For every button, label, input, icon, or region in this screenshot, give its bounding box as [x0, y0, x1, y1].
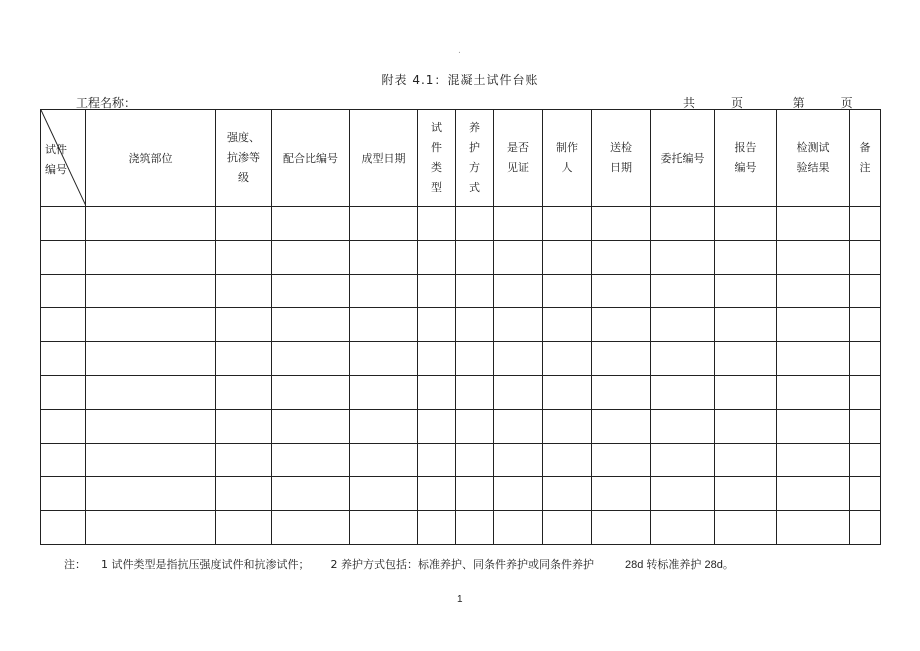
table-cell[interactable] [715, 375, 777, 409]
table-cell[interactable] [272, 375, 350, 409]
header-test-result: 检测试 验结果 [777, 110, 850, 207]
table-cell[interactable] [494, 511, 543, 545]
table-cell[interactable] [272, 240, 350, 274]
table-cell[interactable] [456, 342, 494, 376]
table-cell[interactable] [456, 240, 494, 274]
table-row [41, 274, 881, 308]
table-cell[interactable] [777, 409, 850, 443]
header-curing-method: 养护方式 [456, 110, 494, 207]
table-cell[interactable] [456, 207, 494, 241]
table-cell[interactable] [592, 207, 651, 241]
table-row [41, 375, 881, 409]
table-cell[interactable] [715, 342, 777, 376]
table-cell[interactable] [651, 342, 715, 376]
table-cell[interactable] [350, 274, 418, 308]
header-specimen-no-line2: 编号 [45, 163, 67, 176]
table-cell[interactable] [494, 274, 543, 308]
header-specimen-no-line1: 试件 [45, 143, 67, 156]
table-cell[interactable] [850, 511, 881, 545]
table-cell[interactable] [216, 240, 272, 274]
table-cell[interactable] [418, 342, 456, 376]
table-cell[interactable] [41, 207, 86, 241]
page-dot: . [458, 46, 461, 56]
table-cell[interactable] [418, 207, 456, 241]
table-cell[interactable] [543, 308, 592, 342]
table-cell[interactable] [592, 477, 651, 511]
footnote [64, 556, 734, 572]
table-cell[interactable] [850, 274, 881, 308]
table-cell[interactable] [543, 342, 592, 376]
table-cell[interactable] [651, 511, 715, 545]
table-cell[interactable] [850, 409, 881, 443]
table-cell[interactable] [272, 511, 350, 545]
header-strength-grade: 强度、 抗渗等 级 [216, 110, 272, 207]
header-maker: 制作 人 [543, 110, 592, 207]
table-cell[interactable] [418, 274, 456, 308]
table-cell[interactable] [651, 443, 715, 477]
table-cell[interactable] [456, 409, 494, 443]
table-row [41, 409, 881, 443]
table-cell[interactable] [41, 511, 86, 545]
table-cell[interactable] [651, 240, 715, 274]
ledger-body [41, 207, 881, 545]
table-cell[interactable] [543, 443, 592, 477]
table-cell[interactable] [350, 308, 418, 342]
table-cell[interactable] [456, 274, 494, 308]
table-cell[interactable] [86, 274, 216, 308]
table-row [41, 207, 881, 241]
header-mix-no: 配合比编号 [272, 110, 350, 207]
table-cell[interactable] [350, 409, 418, 443]
table-cell[interactable] [777, 477, 850, 511]
table-cell[interactable] [494, 207, 543, 241]
table-cell[interactable] [41, 308, 86, 342]
table-cell[interactable] [543, 240, 592, 274]
table-cell[interactable] [715, 207, 777, 241]
footnote-prefix: 注： [64, 558, 86, 571]
table-cell[interactable] [216, 409, 272, 443]
table-cell[interactable] [350, 443, 418, 477]
table-cell[interactable] [651, 308, 715, 342]
specimen-ledger-table [40, 109, 881, 545]
table-cell[interactable] [850, 308, 881, 342]
table-cell[interactable] [456, 308, 494, 342]
table-cell[interactable] [850, 240, 881, 274]
table-cell[interactable] [592, 240, 651, 274]
table-cell[interactable] [651, 477, 715, 511]
header-submit-date: 送检 日期 [592, 110, 651, 207]
table-cell[interactable] [592, 342, 651, 376]
table-cell[interactable] [592, 511, 651, 545]
table-cell[interactable] [777, 375, 850, 409]
table-cell[interactable] [715, 511, 777, 545]
table-cell[interactable] [777, 342, 850, 376]
table-cell[interactable] [651, 274, 715, 308]
table-cell[interactable] [543, 375, 592, 409]
table-cell[interactable] [543, 511, 592, 545]
table-cell[interactable] [715, 240, 777, 274]
table-cell[interactable] [456, 375, 494, 409]
table-cell[interactable] [216, 477, 272, 511]
table-cell[interactable] [86, 443, 216, 477]
table-cell[interactable] [272, 342, 350, 376]
table-cell[interactable] [777, 274, 850, 308]
table-cell[interactable] [350, 342, 418, 376]
table-cell[interactable] [651, 375, 715, 409]
table-cell[interactable] [715, 409, 777, 443]
total-pages-label: 共 页 [683, 96, 744, 110]
table-cell[interactable] [494, 477, 543, 511]
table-cell[interactable] [592, 308, 651, 342]
table-cell[interactable] [216, 207, 272, 241]
table-row [41, 443, 881, 477]
header-specimen-no [41, 110, 86, 207]
footnote-item-1: 1 试件类型是指抗压强度试件和抗渗试件； [101, 558, 310, 571]
table-cell[interactable] [418, 240, 456, 274]
footnote-item-2: 2 养护方式包括：标准养护、同条件养护或同条件养护 [330, 558, 594, 571]
table-cell[interactable] [272, 443, 350, 477]
header-report-no: 报告 编号 [715, 110, 777, 207]
table-cell[interactable] [494, 342, 543, 376]
table-cell[interactable] [494, 409, 543, 443]
table-cell[interactable] [216, 342, 272, 376]
table-cell[interactable] [850, 207, 881, 241]
table-cell[interactable] [777, 511, 850, 545]
table-cell[interactable] [216, 443, 272, 477]
table-cell[interactable] [715, 443, 777, 477]
table-cell[interactable] [350, 240, 418, 274]
table-cell[interactable] [418, 443, 456, 477]
table-cell[interactable] [41, 240, 86, 274]
table-cell[interactable] [216, 375, 272, 409]
table-cell[interactable] [850, 443, 881, 477]
table-cell[interactable] [216, 308, 272, 342]
table-cell[interactable] [777, 308, 850, 342]
table-row [41, 308, 881, 342]
table-cell[interactable] [41, 375, 86, 409]
table-cell[interactable] [777, 443, 850, 477]
table-row [41, 240, 881, 274]
header-witnessed: 是否 见证 [494, 110, 543, 207]
table-cell[interactable] [41, 342, 86, 376]
table-cell[interactable] [418, 511, 456, 545]
table-cell[interactable] [715, 274, 777, 308]
table-cell[interactable] [216, 511, 272, 545]
table-cell[interactable] [86, 409, 216, 443]
page-number: 1 [457, 594, 463, 605]
table-row [41, 342, 881, 376]
table-cell[interactable] [418, 409, 456, 443]
table-cell[interactable] [494, 308, 543, 342]
table-cell[interactable] [494, 375, 543, 409]
table-cell[interactable] [350, 511, 418, 545]
table-row [41, 511, 881, 545]
table-cell[interactable] [216, 274, 272, 308]
table-cell[interactable] [418, 477, 456, 511]
table-cell[interactable] [592, 409, 651, 443]
table-cell[interactable] [543, 477, 592, 511]
table-cell[interactable] [350, 477, 418, 511]
table-cell[interactable] [592, 443, 651, 477]
table-cell[interactable] [86, 511, 216, 545]
header-commission-no: 委托编号 [651, 110, 715, 207]
table-cell[interactable] [494, 240, 543, 274]
table-cell[interactable] [41, 443, 86, 477]
table-cell[interactable] [86, 240, 216, 274]
table-cell[interactable] [494, 443, 543, 477]
table-cell[interactable] [86, 308, 216, 342]
table-cell[interactable] [850, 477, 881, 511]
table-cell[interactable] [456, 511, 494, 545]
table-cell[interactable] [592, 274, 651, 308]
header-specimen-type: 试件类型 [418, 110, 456, 207]
table-cell[interactable] [272, 409, 350, 443]
table-cell[interactable] [651, 207, 715, 241]
table-cell[interactable] [86, 342, 216, 376]
document-title: 附表 4.1：混凝土试件台账 [381, 73, 539, 87]
table-cell[interactable] [41, 274, 86, 308]
table-cell[interactable] [715, 477, 777, 511]
table-cell[interactable] [86, 477, 216, 511]
header-pour-location: 浇筑部位 [86, 110, 216, 207]
table-cell[interactable] [777, 240, 850, 274]
table-cell[interactable] [86, 207, 216, 241]
table-cell[interactable] [777, 207, 850, 241]
table-cell[interactable] [272, 274, 350, 308]
header-row [41, 110, 881, 207]
table-cell[interactable] [272, 308, 350, 342]
table-cell[interactable] [86, 375, 216, 409]
table-cell[interactable] [543, 409, 592, 443]
table-cell[interactable] [850, 375, 881, 409]
table-cell[interactable] [41, 409, 86, 443]
current-page-label: 第 页 [792, 96, 853, 110]
header-casting-date: 成型日期 [350, 110, 418, 207]
project-name-label: 工程名称： [76, 96, 137, 110]
table-cell[interactable] [418, 375, 456, 409]
table-cell[interactable] [456, 477, 494, 511]
footnote-item-2-tail: 28d 转标准养护 28d。 [625, 559, 734, 571]
table-cell[interactable] [543, 274, 592, 308]
header-remarks: 备注 [850, 110, 881, 207]
table-cell[interactable] [41, 477, 86, 511]
table-cell[interactable] [272, 477, 350, 511]
table-cell[interactable] [350, 207, 418, 241]
table-cell[interactable] [592, 375, 651, 409]
table-cell[interactable] [418, 308, 456, 342]
table-cell[interactable] [651, 409, 715, 443]
table-cell[interactable] [715, 308, 777, 342]
table-cell[interactable] [456, 443, 494, 477]
table-row [41, 477, 881, 511]
table-cell[interactable] [350, 375, 418, 409]
table-cell[interactable] [272, 207, 350, 241]
table-cell[interactable] [850, 342, 881, 376]
table-cell[interactable] [543, 207, 592, 241]
